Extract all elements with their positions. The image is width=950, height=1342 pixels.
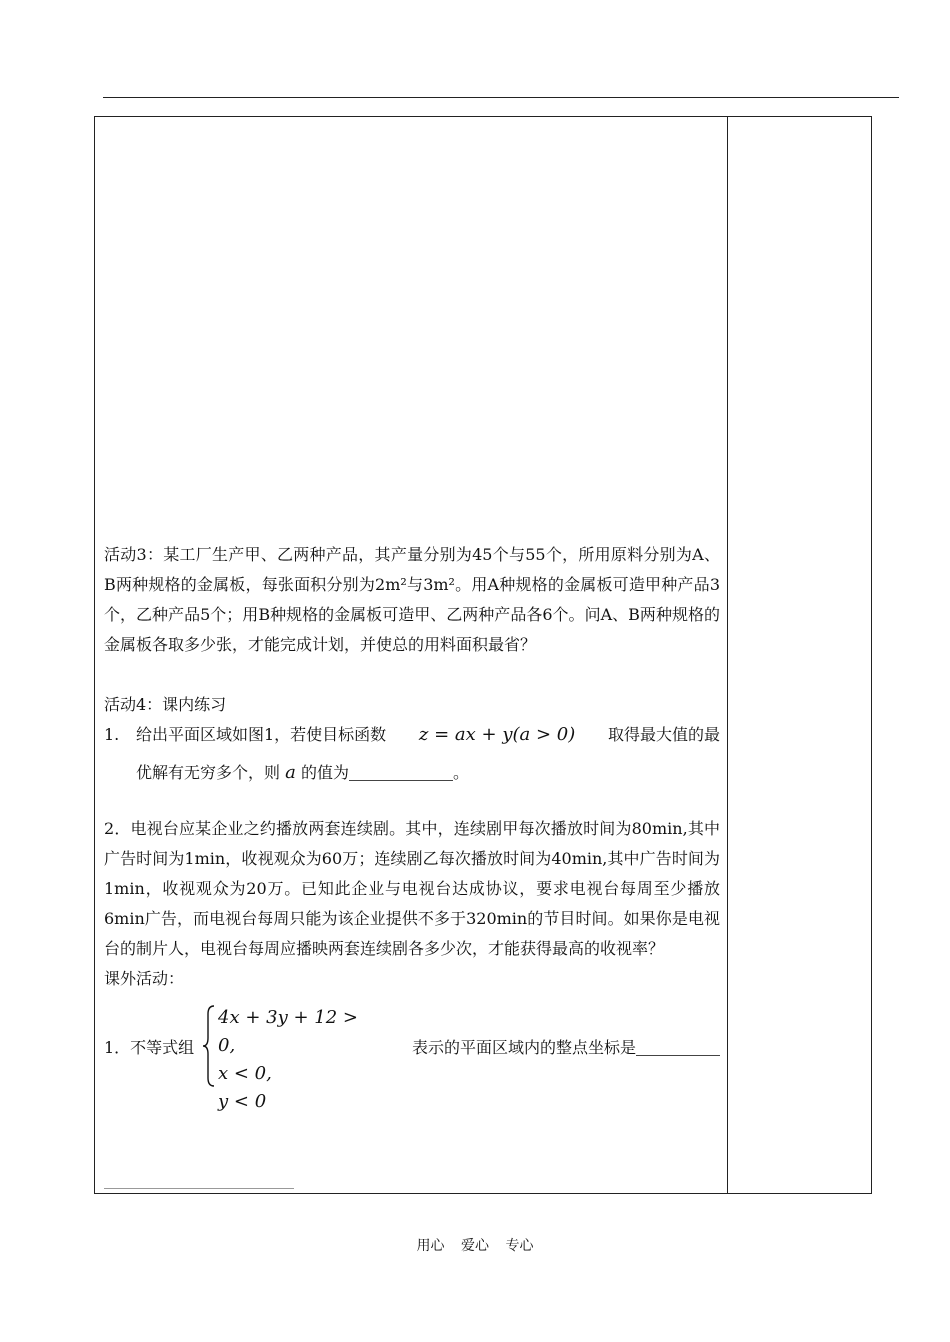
q1-lead: 给出平面区域如图1，若使目标函数 bbox=[136, 725, 387, 744]
q1-line2-mid: 的值为 bbox=[300, 763, 349, 782]
left-brace-icon bbox=[200, 1004, 218, 1088]
extra-q1-tail-text: 表示的平面区域内的整点坐标是 bbox=[411, 1037, 636, 1057]
extra-heading: 课外活动： bbox=[104, 969, 185, 988]
activity3-text: 活动3：某工厂生产甲、乙两种产品，其产量分别为45个与55个，所用原料分别为A、B两种规格的金属板，每张面积分别为2m²与3m²。用A种规格的金属板可造甲种产品3个，乙种产品5个；用B种规格的金属板可造甲、乙两种产品各6个。问A、B两种规格的金属板各取多少张，才能完成计划，并使总的用料面积最省？ bbox=[104, 545, 720, 654]
header-rule bbox=[103, 97, 899, 98]
q1-line2-lead: 优解有无穷多个，则 bbox=[136, 763, 281, 782]
objective-function: z = ax + y(a > 0) bbox=[418, 724, 576, 745]
inequality-2: x < 0, bbox=[218, 1063, 272, 1084]
variable-a: a bbox=[285, 762, 296, 783]
answer-blank[interactable] bbox=[349, 766, 453, 781]
footer-item: 用心 bbox=[416, 1238, 445, 1254]
q1-tail: 取得最大值的最 bbox=[607, 725, 720, 744]
activity4-question-1-line2 bbox=[104, 758, 720, 788]
lesson-content bbox=[104, 540, 720, 1112]
extra-q1-tail bbox=[368, 1035, 720, 1058]
extra-question-1 bbox=[104, 998, 720, 1112]
activity4-question-2: 2．电视台应某企业之约播放两套连续剧。其中，连续剧甲每次播放时间为80min,其中广告时间为1min，收视观众为60万；连续剧乙每次播放时间为40min,其中广告时间为1min，收视观众为20万。已知此企业与电视台达成协议，要求电视台每周至少播放6min广告，而电视台每周只能为该企业提供不多于320min的节目时间。如果你是电视台的制片人，电视台每周应播映两套连续剧各多少次，才能获得最高的收视率？ bbox=[104, 819, 720, 958]
q1-end: 。 bbox=[452, 763, 469, 782]
notes-column-divider bbox=[727, 116, 728, 1194]
footnote-rule bbox=[104, 1188, 294, 1189]
footer-item: 专心 bbox=[505, 1238, 534, 1254]
question-number: 1. bbox=[104, 725, 120, 744]
activity4-heading: 活动4：课内练习 bbox=[104, 695, 227, 714]
page-footer bbox=[0, 1235, 950, 1255]
inequality-3: y < 0 bbox=[218, 1091, 267, 1112]
extra-q1-lead: 1．不等式组 bbox=[104, 1037, 195, 1057]
answer-blank-2[interactable] bbox=[636, 1041, 720, 1056]
inequality-system bbox=[218, 1004, 368, 1112]
footer-item: 爱心 bbox=[461, 1238, 489, 1254]
inequality-1: 4x + 3y + 12 > 0, bbox=[218, 1007, 358, 1056]
activity4-question-1 bbox=[104, 720, 720, 750]
